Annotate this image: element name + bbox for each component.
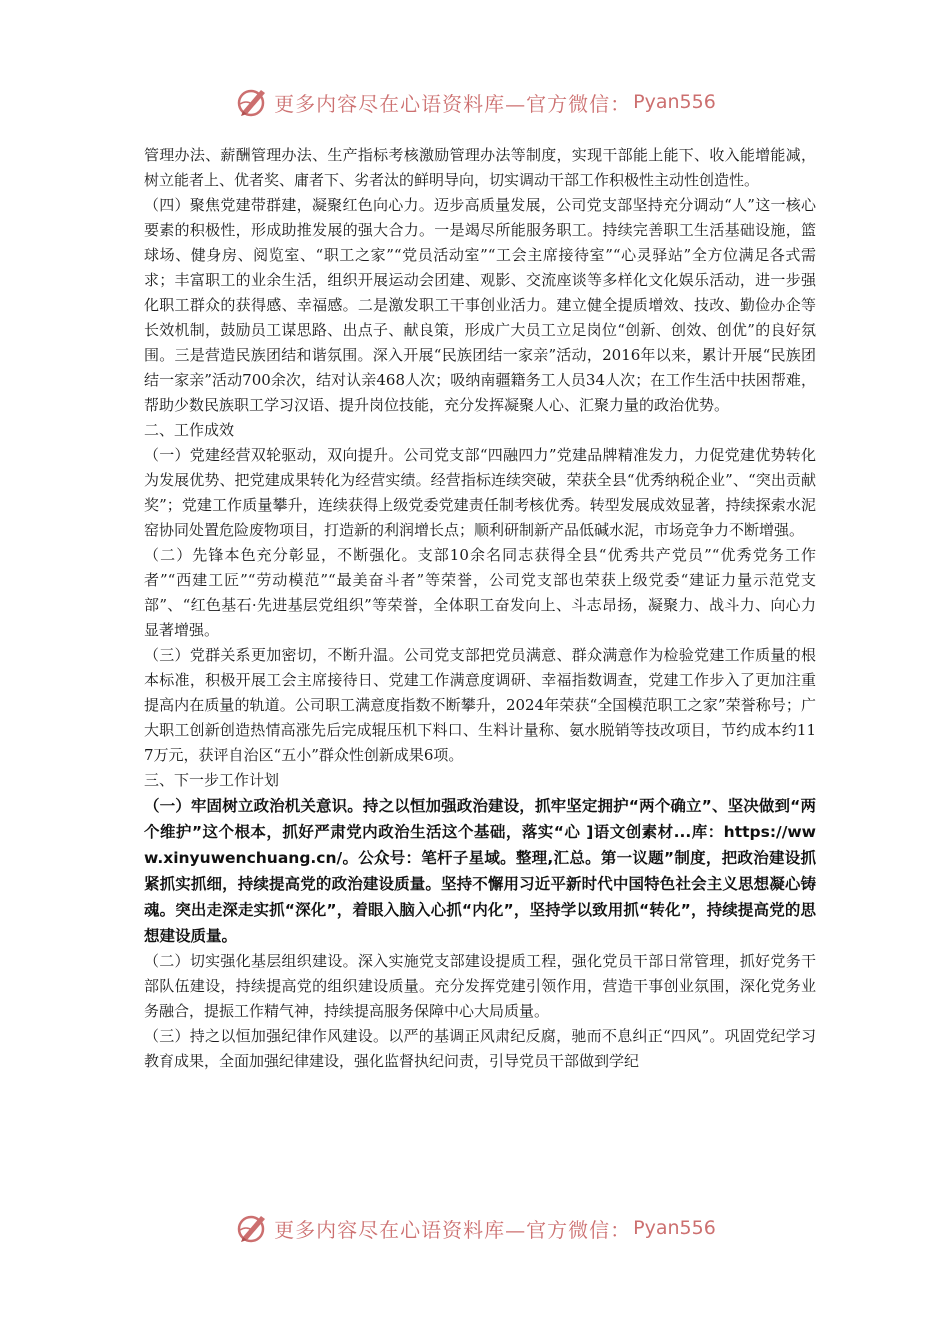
banner-wechat-id: Pyan556 <box>633 1217 716 1239</box>
paragraph-result-2: （二）先锋本色充分彰显，不断强化。支部10余名同志获得全县“优秀共产党员”“优秀党务工作者”“西建工匠”“劳动模范”“最美奋斗者”等荣誉，公司党支部也荣获上级党委“建证力量示范党支部”、“红色基石·先进基层党组织”等荣誉，全体职工奋发向上、斗志昂扬，凝聚力、战斗力、向心力显著增强。 <box>144 546 816 639</box>
pen-logo-icon <box>234 84 270 120</box>
banner-chinese-text: 更多内容尽在心语资料库—官方微信： <box>274 91 632 116</box>
paragraph-plan-3: （三）持之以恒加强纪律作风建设。以严的基调正风肃纪反腐，驰而不息纠正“四风”。巩固党纪学习教育成果，全面加强纪律建设，强化监督执纪问责，引导党员干部做到学纪 <box>144 1027 816 1070</box>
paragraph-party-building-mass: （四）聚焦党建带群建，凝聚红色向心力。迈步高质量发展，公司党支部坚持充分调动“人”这一核心要素的积极性，形成助推发展的强大合力。一是竭尽所能服务职工。持续完善职工生活基础设施，篮球场、健身房、阅览室、“职工之家”“党员活动室”“工会主席接待室”“心灵驿站”全方位满足各式需求；丰富职工的业余生活，组织开展运动会团建、观影、交流座谈等多样化文化娱乐活动，进一步强化职工群众的获得感、幸福感。二是激发职工干事创业活力。建立健全提质增效、技改、勤俭办企等长效机制，鼓励员工谋思路、出点子、献良策，形成广大员工立足岗位“创新、创效、创优”的良好氛围。三是营造民族团结和谐氛围。深入开展“民族团结一家亲”活动，2016年以来，累计开展“民族团结一家亲”活动700余次，结对认亲468人次；吸纳南疆籍务工人员34人次；在工作生活中扶困帮难，帮助少数民族职工学习汉语、提升岗位技能，充分发挥凝聚人心、汇聚力量的政治优势。 <box>144 196 816 414</box>
section-heading-next-steps: 三、下一步工作计划 <box>144 771 280 789</box>
paragraph-plan-2: （二）切实强化基层组织建设。深入实施党支部建设提质工程，强化党员干部日常管理，抓好党务干部队伍建设，持续提高党的组织建设质量。充分发挥党建引领作用，营造干事创业氛围，深化党务业务融合，提振工作精气神，持续提高服务保障中心大局质量。 <box>144 952 816 1020</box>
paragraph-plan-1-bold: （一）牢固树立政治机关意识。持之以恒加强政治建设，抓牢坚定拥护“两个确立”、坚决做到“两个维护”这个根本，抓好严肃党内政治生活这个基础，落实“心 ]语文创素材...库：https://www.xinyuwenchuang.cn/。公众号：笔杆子星域。整理,汇总。第一议题”制度，把政治建设抓紧抓实抓细，持续提高党的政治建设质量。坚持不懈用习近平新时代中国特色社会主义思想凝心铸魂。突出走深走实抓“深化”，着眼入脑入心抓“内化”，坚持学以致用抓“转化”，持续提高党的思想建设质量。 <box>144 797 816 945</box>
banner-wechat-id: Pyan556 <box>633 91 716 113</box>
paragraph-continuation: 管理办法、薪酬管理办法、生产指标考核激励管理办法等制度，实现干部能上能下、收入能增能减，树立能者上、优者奖、庸者下、劣者汰的鲜明导向，切实调动干部工作积极性主动性创造性。 <box>144 146 816 189</box>
footer-watermark-banner <box>0 1208 950 1248</box>
section-heading-results: 二、工作成效 <box>144 421 235 439</box>
header-watermark-banner <box>0 82 950 122</box>
document-body <box>144 143 816 1074</box>
paragraph-result-1: （一）党建经营双轮驱动，双向提升。公司党支部“四融四力”党建品牌精准发力，力促党建优势转化为发展优势、把党建成果转化为经营实绩。经营指标连续突破，荣获全县“优秀纳税企业”、“突出贡献奖”；党建工作质量攀升，连续获得上级党委党建责任制考核优秀。转型发展成效显著，持续探索水泥窑协同处置危险废物项目，打造新的利润增长点；顺利研制新产品低碱水泥，市场竞争力不断增强。 <box>144 446 816 539</box>
pen-logo-icon <box>234 1210 270 1246</box>
banner-chinese-text: 更多内容尽在心语资料库—官方微信： <box>274 1217 632 1242</box>
paragraph-result-3: （三）党群关系更加密切，不断升温。公司党支部把党员满意、群众满意作为检验党建工作质量的根本标准，积极开展工会主席接待日、党建工作满意度调研、幸福指数调查，党建工作步入了更加注重提高内在质量的轨道。公司职工满意度指数不断攀升，2024年荣获“全国模范职工之家”荣誉称号；广大职工创新创造热情高涨先后完成辊压机下料口、生料计量称、氨水脱销等技改项目，节约成本约117万元，获评自治区“五小”群众性创新成果6项。 <box>144 646 816 764</box>
